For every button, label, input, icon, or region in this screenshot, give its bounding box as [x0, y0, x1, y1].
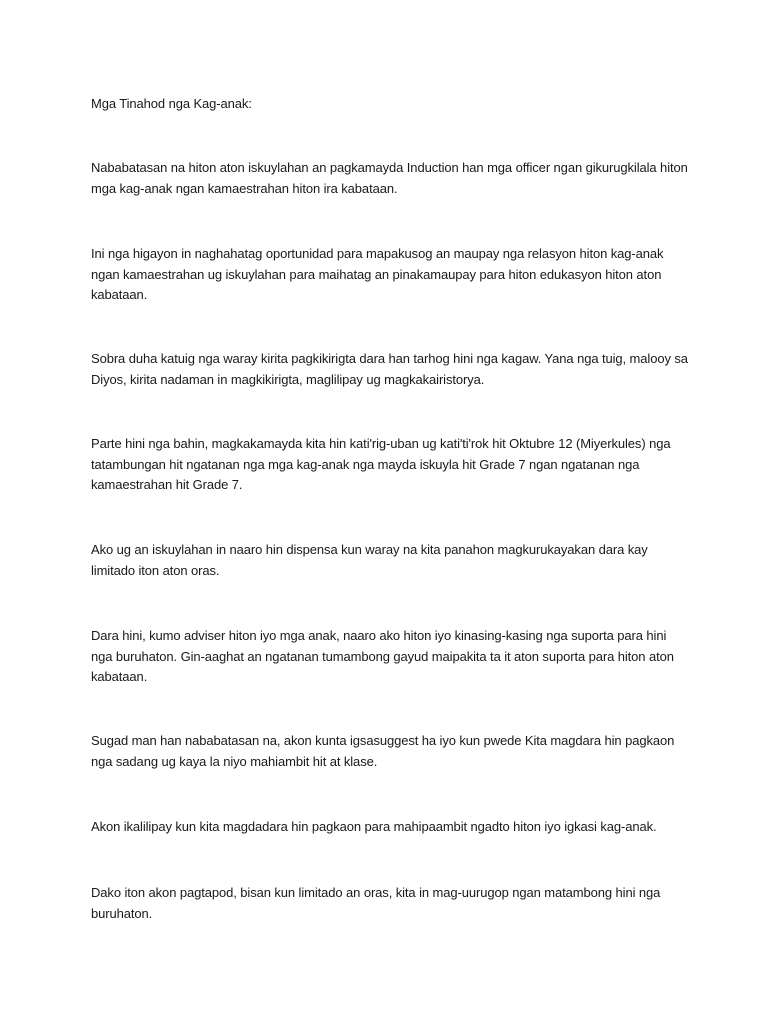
letter-paragraph: Nababatasan na hiton aton iskuylahan an pagkamayda Induction han mga officer ngan gikurugkilala hiton mga kag-anak ngan kamaestrahan hiton ira kabataan.	[91, 160, 688, 196]
letter-paragraph: Parte hini nga bahin, magkakamayda kita hin kati'rig-uban ug kati'ti'rok hit Oktubre 12 (Miyerkules) nga tatambungan hit ngatanan nga mga kag-anak nga mayda iskuyla hit Grade 7 ngan ngatanan nga kamaestrahan hit Grade 7.	[91, 436, 671, 492]
letter-paragraph: Sobra duha katuig nga waray kirita pagkikirigta dara han tarhog hini nga kagaw. Yana nga tuig, malooy sa Diyos, kirita nadaman in magkikirigta, maglilipay ug magkakairistorya.	[91, 351, 688, 387]
letter-paragraph: Dako iton akon pagtapod, bisan kun limitado an oras, kita in mag-uurugop ngan matambong hini nga buruhaton.	[91, 885, 661, 921]
letter-salutation: Mga Tinahod nga Kag-anak:	[91, 96, 252, 111]
letter-paragraph: Dara hini, kumo adviser hiton iyo mga anak, naaro ako hiton iyo kinasing-kasing nga suporta para hini nga buruhaton. Gin-aaghat an ngatanan tumambong gayud maipakita ta it aton suporta para hiton aton kabataan.	[91, 628, 674, 684]
letter-paragraph: Ini nga higayon in naghahatag oportunidad para mapakusog an maupay nga relasyon hiton kag-anak ngan kamaestrahan ug iskuylahan para maihatag an pinakamaupay para hiton edukasyon hiton aton kabataan.	[91, 246, 664, 302]
letter-paragraph: Ako ug an iskuylahan in naaro hin dispensa kun waray na kita panahon magkurukayakan dara kay limitado iton aton oras.	[91, 542, 648, 578]
letter-paragraph: Akon ikalilipay kun kita magdadara hin pagkaon para mahipaambit ngadto hiton iyo igkasi kag-anak.	[91, 819, 657, 834]
letter-paragraph: Sugad man han nababatasan na, akon kunta igsasuggest ha iyo kun pwede Kita magdara hin pagkaon nga sadang ug kaya la niyo mahiambit hit at klase.	[91, 733, 675, 769]
